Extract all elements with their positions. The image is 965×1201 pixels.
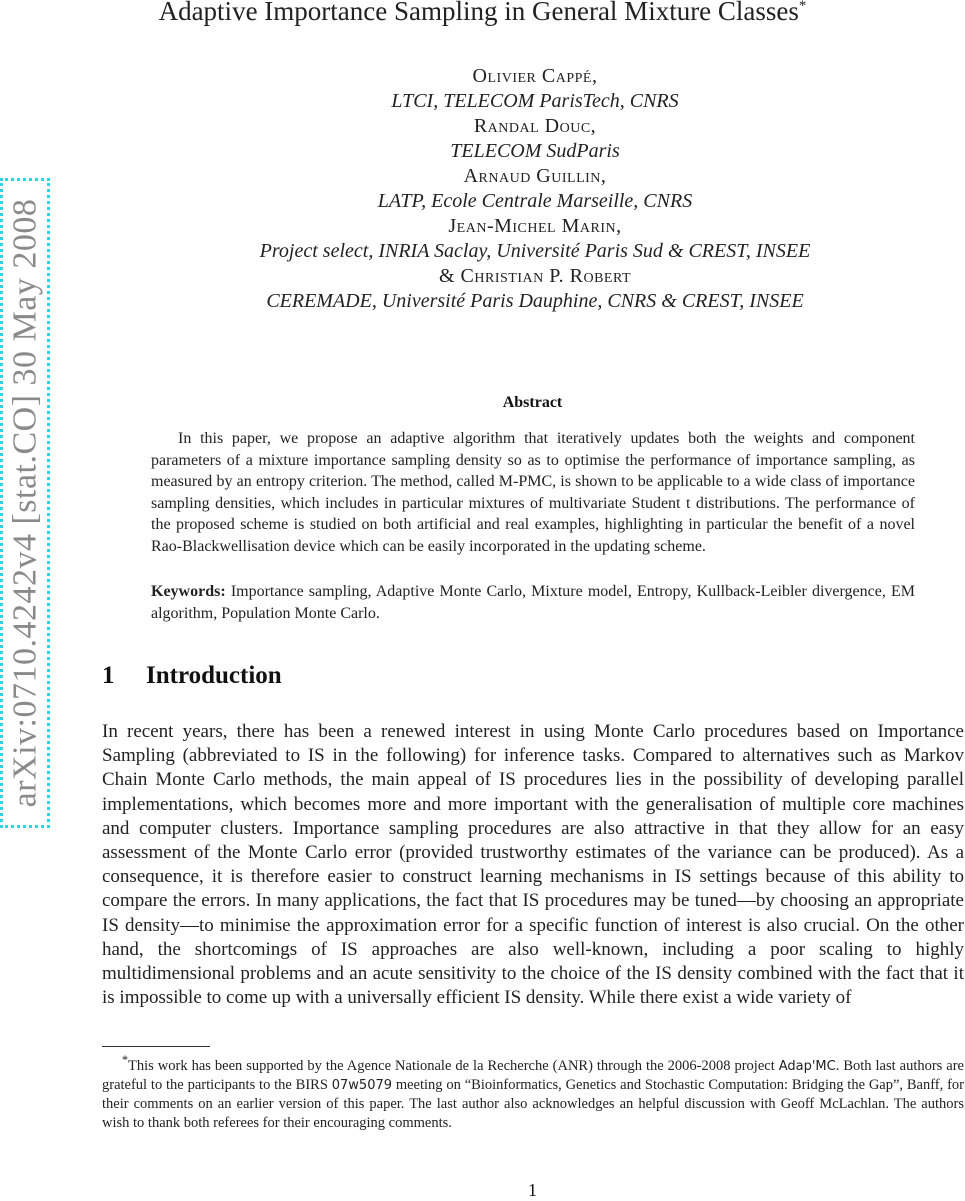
footnote-text-2: . Both last authors are grateful to the participants to the BIRS	[102, 1057, 964, 1093]
section-title: Introduction	[146, 662, 282, 689]
footnote-project: Adap'MC	[778, 1058, 836, 1074]
abstract-text: In this paper, we propose an adaptive algorithm that iteratively updates both the weights and component parameters of a mixture importance sampling density so as to optimise the performance of importance sampling, as measured by an entropy criterion. The method, called M-PMC, is shown to be applicable to a wide class of importance sampling densities, which includes in particular mixtures of multivariate Student t distributions. The performance of the proposed scheme is studied on both artificial and real examples, highlighting in particular the benefit of a novel Rao-Blackwellisation device which can be easily incorporated in the updating scheme.	[151, 430, 915, 555]
paper-title-text: Adaptive Importance Sampling in General Mixture Classes	[158, 0, 799, 26]
author-block	[100, 64, 965, 314]
footnote-text-3: meeting on “Bioinformatics, Genetics and Stochastic Computation: Bridging the Gap”, Banff, for their comments on an earlier version of this paper. The last author also acknowledges an helpful discussion with Geoff McLachlan. The authors wish to thank both referees for their encouraging comments.	[102, 1076, 964, 1131]
footnote-divider	[102, 1046, 210, 1047]
author-name: Olivier Cappé,	[472, 65, 598, 87]
author-name: & Christian P. Robert	[438, 265, 632, 287]
arxiv-side-stamp	[0, 178, 50, 828]
author-affiliation: LATP, Ecole Centrale Marseille, CNRS	[377, 190, 693, 212]
author-name: Randal Douc,	[473, 115, 597, 137]
section-heading	[102, 662, 282, 690]
abstract-heading: Abstract	[502, 394, 563, 411]
arxiv-identifier: arXiv:0710.4242v4 [stat.CO] 30 May 2008	[6, 198, 43, 808]
footnote-mark: *	[122, 1053, 129, 1067]
paper-title	[0, 0, 965, 27]
author-name: Jean-Michel Marin,	[448, 215, 622, 237]
introduction-paragraph: In recent years, there has been a renewed interest in using Monte Carlo procedures based on Importance Sampling (abbreviated to IS in the following) for inference tasks. Compared to alternatives such as Markov Chain Monte Carlo methods, the main appeal of IS procedures lies in the possibility of developing parallel implementations, which becomes more and more important with the generalisation of multiple core machines and computer clusters. Importance sampling procedures are also attractive in that they allow for an easy assessment of the Monte Carlo error (provided trustworthy estimates of the variance can be produced). As a consequence, it is therefore easier to construct learning mechanisms in IS settings because of this ability to compare the errors. In many applications, the fact that IS procedures may be tuned—by choosing an appropriate IS density—to minimise the approximation error for a specific function of interest is also crucial. On the other hand, the shortcomings of IS approaches are also well-known, including a poor scaling to highly multidimensional problems and an acute sensitivity to the choice of the IS density combined with the fact that it is impossible to come up with a universally efficient IS density. While there exist a wide variety of	[102, 721, 964, 1009]
page-number: 1	[528, 1180, 537, 1200]
footnote-meeting-code: 07w5079	[331, 1077, 393, 1093]
section-number: 1	[102, 662, 115, 689]
keywords	[151, 581, 915, 624]
author-name: Arnaud Guillin,	[463, 165, 607, 187]
keywords-list: Importance sampling, Adaptive Monte Carlo, Mixture model, Entropy, Kullback-Leibler divergence, EM algorithm, Population Monte Carlo.	[151, 583, 916, 622]
keywords-label: Keywords:	[151, 583, 226, 600]
footnote	[102, 1051, 964, 1133]
footnote-text-1: This work has been supported by the Agence Nationale de la Recherche (ANR) through the 2006-2008 project	[128, 1057, 779, 1074]
author-affiliation: Project select, INRIA Saclay, Université Paris Sud & CREST, INSEE	[259, 240, 811, 262]
author-affiliation: TELECOM SudParis	[450, 140, 620, 162]
title-footnote-mark: *	[798, 0, 807, 14]
author-affiliation: CEREMADE, Université Paris Dauphine, CNRS & CREST, INSEE	[266, 290, 804, 312]
author-affiliation: LTCI, TELECOM ParisTech, CNRS	[391, 90, 679, 112]
